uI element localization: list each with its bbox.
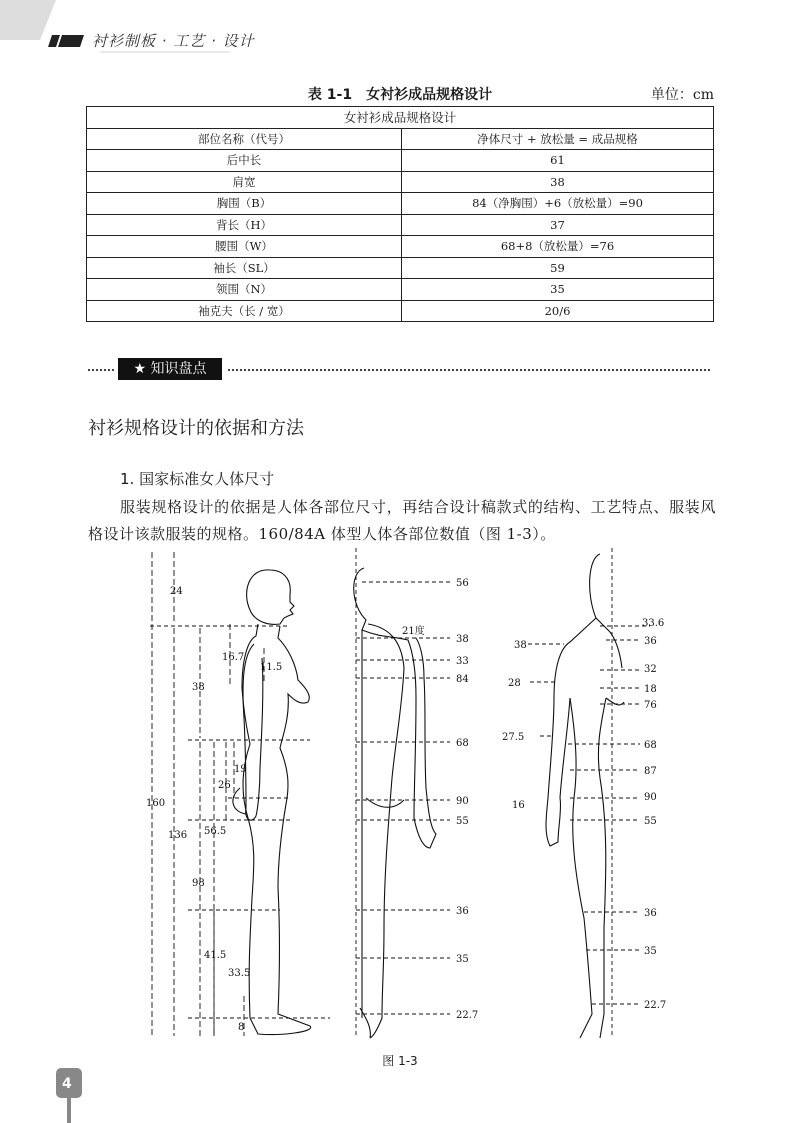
measure-label: 87 xyxy=(644,766,657,777)
body-measurement-figure xyxy=(130,548,710,1048)
table-row xyxy=(87,300,714,322)
table-title: 表 1-1 女衬衫成品规格设计 xyxy=(307,87,493,103)
section-heading: 衬衫规格设计的依据和方法 xyxy=(88,418,304,439)
table-row xyxy=(87,279,714,301)
table-cell: 领围（N） xyxy=(87,279,402,301)
table-row xyxy=(87,214,714,236)
measure-label: 90 xyxy=(644,792,657,803)
measure-label: 32 xyxy=(644,664,657,675)
table-header-row xyxy=(87,128,714,150)
table-row xyxy=(87,193,714,215)
table-cell: 背长（H） xyxy=(87,214,402,236)
table-merged-header-row xyxy=(87,107,714,129)
measure-label: 84 xyxy=(456,674,469,685)
subheading: 1. 国家标准女人体尺寸 xyxy=(120,470,275,488)
measure-label: 68 xyxy=(644,740,657,751)
measure-label: 38 xyxy=(456,634,469,645)
dim-label: 26 xyxy=(218,780,231,791)
table-cell: 20/6 xyxy=(402,300,714,322)
dim-label: 33.5 xyxy=(228,968,251,979)
knowledge-badge: ★ 知识盘点 xyxy=(118,358,222,380)
profile-figure xyxy=(233,570,311,1035)
figure-svg xyxy=(130,548,710,1048)
dim-label: 11.5 xyxy=(260,662,283,673)
measure-label: 56 xyxy=(456,578,469,589)
side-labels xyxy=(502,618,666,1011)
table-unit: 单位：cm xyxy=(650,87,714,103)
front-labels xyxy=(402,578,478,1021)
measure-label: 38 xyxy=(514,640,527,651)
table-col-header: 净体尺寸 + 放松量 = 成品规格 xyxy=(402,128,714,150)
measure-label: 36 xyxy=(456,906,469,917)
dim-label: 160 xyxy=(146,798,166,809)
spec-table xyxy=(86,106,714,322)
measure-label: 21度 xyxy=(402,626,425,637)
table-col-header: 部位名称（代号） xyxy=(87,128,402,150)
table-cell: 袖克夫（长 / 宽） xyxy=(87,300,402,322)
header-title: 衬衫制板 · 工艺 · 设计 xyxy=(92,32,255,50)
table-row xyxy=(87,150,714,172)
measure-label: 68 xyxy=(456,738,469,749)
measure-label: 36 xyxy=(644,908,657,919)
table-cell: 59 xyxy=(402,257,714,279)
figure-caption: 图 1-3 xyxy=(382,1054,418,1068)
dim-label: 56.5 xyxy=(204,826,227,837)
profile-dim-lines xyxy=(152,552,264,1036)
table-cell: 37 xyxy=(402,214,714,236)
table-cell: 68+8（放松量）=76 xyxy=(402,236,714,258)
measure-label: 22.7 xyxy=(644,1000,667,1011)
dim-label: 19 xyxy=(234,764,247,775)
header-block-icon xyxy=(58,35,84,47)
dim-label: 136 xyxy=(168,830,188,841)
measure-label: 18 xyxy=(644,684,657,695)
body-paragraph: 服装规格设计的依据是人体各部位尺寸，再结合设计稿款式的结构、工艺特点、服装风格设计该款服装的规格。160/84A 体型人体各部位数值（图 1-3）。 xyxy=(88,498,716,543)
dim-label: 8 xyxy=(238,1022,245,1033)
table-row xyxy=(87,236,714,258)
measure-label: 22.7 xyxy=(456,1010,479,1021)
knowledge-banner xyxy=(88,358,710,378)
dotted-divider xyxy=(88,369,114,371)
page-number: 4 xyxy=(62,1076,72,1092)
table-cell: 35 xyxy=(402,279,714,301)
measure-label: 76 xyxy=(644,700,657,711)
measure-label: 28 xyxy=(508,678,521,689)
front-figure xyxy=(354,568,436,1038)
table-cell: 后中长 xyxy=(87,150,402,172)
dim-label: 16.7 xyxy=(222,652,245,663)
measure-label: 35 xyxy=(456,954,469,965)
dim-label: 98 xyxy=(192,878,205,889)
dotted-divider xyxy=(228,369,710,371)
measure-label: 55 xyxy=(456,816,469,827)
measure-label: 27.5 xyxy=(502,732,525,743)
measure-label: 33 xyxy=(456,656,469,667)
measure-label: 16 xyxy=(512,800,525,811)
header-bar-icon xyxy=(48,35,60,47)
table-merged-header: 女衬衫成品规格设计 xyxy=(87,107,714,129)
table-cell: 腰围（W） xyxy=(87,236,402,258)
measure-label: 55 xyxy=(644,816,657,827)
table-row xyxy=(87,171,714,193)
table-caption xyxy=(86,84,714,104)
table-cell: 38 xyxy=(402,171,714,193)
table-cell: 胸围（B） xyxy=(87,193,402,215)
table-cell: 肩宽 xyxy=(87,171,402,193)
table-cell: 84（净胸围）+6（放松量）=90 xyxy=(402,193,714,215)
table-cell: 袖长（SL） xyxy=(87,257,402,279)
measure-label: 90 xyxy=(456,796,469,807)
measure-label: 36 xyxy=(644,636,657,647)
table-cell: 61 xyxy=(402,150,714,172)
page-header xyxy=(0,0,800,60)
side-ref-lines xyxy=(528,548,650,1038)
measure-label: 35 xyxy=(644,946,657,957)
dim-label: 41.5 xyxy=(204,950,227,961)
dim-label: 24 xyxy=(170,586,183,597)
measure-label: 33.6 xyxy=(642,618,665,629)
table-row xyxy=(87,257,714,279)
front-ref-lines xyxy=(356,548,450,1036)
dim-label: 38 xyxy=(192,682,205,693)
